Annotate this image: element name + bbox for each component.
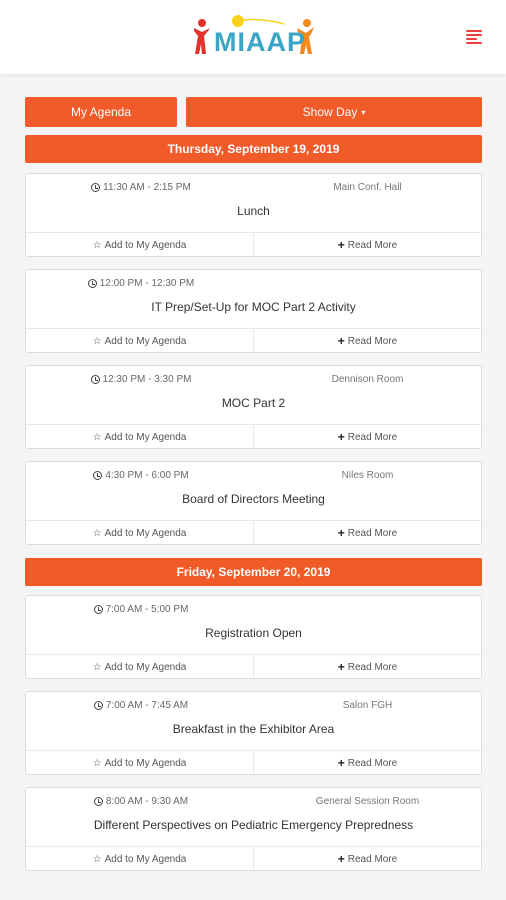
- plus-icon: +: [337, 852, 345, 866]
- session-title: Different Perspectives on Pediatric Emergency Prepredness: [93, 818, 414, 832]
- add-to-agenda-button[interactable]: ☆ Add to My Agenda: [26, 425, 254, 449]
- session-card[interactable]: [25, 787, 482, 871]
- session-card[interactable]: [25, 269, 482, 353]
- add-to-agenda-button[interactable]: ☆ Add to My Agenda: [26, 847, 254, 871]
- session-time: 7:00 AM - 7:45 AM: [26, 700, 256, 711]
- session-room: Dennison Room: [331, 374, 404, 385]
- session-title: Breakfast in the Exhibitor Area: [172, 722, 335, 736]
- clock-icon: [91, 375, 100, 384]
- read-more-button[interactable]: + Read More: [337, 334, 398, 348]
- session-room: Salon FGH: [342, 700, 393, 711]
- clock-icon: [93, 471, 102, 480]
- session-time: 4:30 PM - 6:00 PM: [26, 470, 256, 481]
- read-more-button[interactable]: + Read More: [337, 526, 398, 540]
- session-room: General Session Room: [315, 796, 420, 807]
- show-day-label: Show Day: [302, 105, 358, 119]
- star-icon: ☆: [92, 527, 102, 539]
- star-icon: ☆: [92, 335, 102, 347]
- session-actions: [26, 424, 481, 449]
- day-header: Friday, September 20, 2019: [25, 558, 482, 586]
- clock-icon: [91, 183, 100, 192]
- session-actions: [26, 520, 481, 545]
- miaap-logo[interactable]: [192, 14, 316, 60]
- plus-icon: +: [337, 756, 345, 770]
- session-time: 12:30 PM - 3:30 PM: [26, 374, 256, 385]
- star-icon: ☆: [92, 757, 102, 769]
- logo-text: MIAAP: [214, 27, 306, 57]
- my-agenda-button[interactable]: [25, 97, 177, 127]
- plus-icon: +: [337, 526, 345, 540]
- read-more-button[interactable]: + Read More: [337, 852, 398, 866]
- session-card[interactable]: [25, 365, 482, 449]
- show-day-dropdown[interactable]: [186, 97, 482, 127]
- read-more-button[interactable]: + Read More: [337, 660, 398, 674]
- session-actions: [26, 846, 481, 871]
- session-time: 11:30 AM - 2:15 PM: [26, 182, 256, 193]
- session-title: Board of Directors Meeting: [182, 492, 325, 506]
- session-room: Main Conf. Hall: [333, 182, 402, 193]
- session-title: Registration Open: [205, 626, 302, 640]
- app-header: [0, 0, 506, 74]
- day-header: Thursday, September 19, 2019: [25, 135, 482, 163]
- plus-icon: +: [337, 334, 345, 348]
- add-to-agenda-button[interactable]: ☆ Add to My Agenda: [26, 233, 254, 257]
- hamburger-menu-icon[interactable]: [466, 30, 482, 44]
- plus-icon: +: [337, 238, 345, 252]
- clock-icon: [94, 797, 103, 806]
- read-more-button[interactable]: + Read More: [337, 238, 398, 252]
- my-agenda-label: My Agenda: [70, 105, 132, 119]
- session-actions: [26, 654, 481, 679]
- session-actions: [26, 328, 481, 353]
- session-time: 7:00 AM - 5:00 PM: [26, 604, 256, 615]
- add-to-agenda-button[interactable]: ☆ Add to My Agenda: [26, 521, 254, 545]
- session-time: 8:00 AM - 9:30 AM: [26, 796, 256, 807]
- session-time: 12:00 PM - 12:30 PM: [26, 278, 256, 289]
- add-to-agenda-button[interactable]: ☆ Add to My Agenda: [26, 655, 254, 679]
- add-to-agenda-button[interactable]: ☆ Add to My Agenda: [26, 751, 254, 775]
- session-title: Lunch: [237, 204, 270, 218]
- session-actions: [26, 750, 481, 775]
- plus-icon: +: [337, 660, 345, 674]
- add-to-agenda-button[interactable]: ☆ Add to My Agenda: [26, 329, 254, 353]
- clock-icon: [94, 605, 103, 614]
- star-icon: ☆: [92, 239, 102, 251]
- clock-icon: [88, 279, 97, 288]
- chevron-down-icon: ▾: [361, 107, 366, 117]
- star-icon: ☆: [92, 661, 102, 673]
- session-card[interactable]: [25, 691, 482, 775]
- session-title: MOC Part 2: [221, 396, 286, 410]
- session-title: IT Prep/Set-Up for MOC Part 2 Activity: [151, 300, 356, 314]
- session-card[interactable]: [25, 595, 482, 679]
- star-icon: ☆: [92, 431, 102, 443]
- read-more-button[interactable]: + Read More: [337, 756, 398, 770]
- plus-icon: +: [337, 430, 345, 444]
- read-more-button[interactable]: + Read More: [337, 430, 398, 444]
- star-icon: ☆: [92, 853, 102, 865]
- session-card[interactable]: [25, 461, 482, 545]
- session-room: Niles Room: [341, 470, 394, 481]
- session-actions: [26, 232, 481, 257]
- clock-icon: [94, 701, 103, 710]
- session-card[interactable]: [25, 173, 482, 257]
